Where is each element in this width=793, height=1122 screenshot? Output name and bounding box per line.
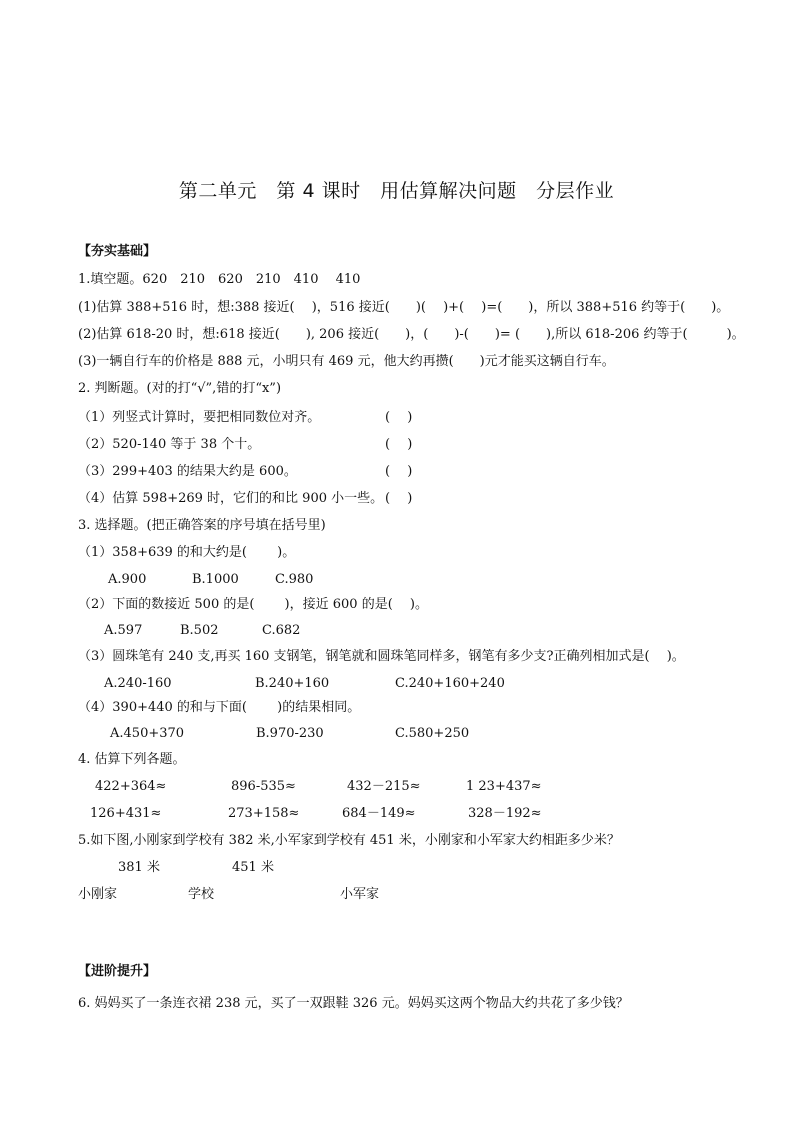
q4-expr-6: 273+158≈ <box>228 806 300 821</box>
q3-sub1-opt-a: A.900 <box>108 572 147 587</box>
q2-item-4: （4）估算 598+269 时，它们的和比 900 小一些。 <box>78 491 384 506</box>
q3-sub2-opt-b: B.502 <box>180 623 219 638</box>
q4-expr-8: 328－192≈ <box>468 806 542 821</box>
q3-sub3-opt-c: C.240+160+240 <box>395 676 505 691</box>
q1-item-3: (3)一辆自行车的价格是 888 元，小明只有 469 元，他大约再攒( )元才能买这辆自行车。 <box>78 354 615 369</box>
q2-blank-3: ( ) <box>385 464 413 479</box>
q5-place-3: 小军家 <box>340 887 380 902</box>
q2-item-3: （3）299+403 的结果大约是 600。 <box>78 464 297 479</box>
q2-item-2: （2）520-140 等于 38 个十。 <box>78 437 261 452</box>
q3-sub2-opt-a: A.597 <box>104 623 143 638</box>
q3-sub1: （1）358+639 的和大约是( )。 <box>78 545 296 560</box>
q4-expr-3: 432－215≈ <box>347 779 421 794</box>
q2-heading: 2. 判断题。(对的打“√”,错的打“x”) <box>78 381 282 396</box>
q4-expr-1: 422+364≈ <box>95 779 167 794</box>
q2-blank-4: ( ) <box>385 491 413 506</box>
q4-expr-5: 126+431≈ <box>90 806 162 821</box>
q6-text: 6. 妈妈买了一条连衣裙 238 元，买了一双跟鞋 326 元。妈妈买这两个物品大约共花了多少钱？ <box>78 996 629 1011</box>
q3-sub3: （3）圆珠笔有 240 支,再买 160 支钢笔，钢笔就和圆珠笔同样多，钢笔有多少支?正确列相加式是( )。 <box>78 649 685 664</box>
q3-sub4-opt-c: C.580+250 <box>395 726 470 741</box>
q3-sub2-opt-c: C.682 <box>262 623 301 638</box>
q5-place-1: 小刚家 <box>78 887 118 902</box>
q3-heading: 3. 选择题。(把正确答案的序号填在括号里) <box>78 518 326 533</box>
page-title: 第二单元 第 4 课时 用估算解决问题 分层作业 <box>178 180 615 202</box>
q4-expr-2: 896-535≈ <box>231 779 296 794</box>
q3-sub2: （2）下面的数接近 500 的是( )，接近 600 的是( )。 <box>78 597 428 612</box>
q2-item-1: （1）列竖式计算时，要把相同数位对齐。 <box>78 410 321 425</box>
q2-blank-2: ( ) <box>385 437 413 452</box>
q3-sub3-opt-a: A.240-160 <box>104 676 172 691</box>
q4-expr-4: 1 23+437≈ <box>466 779 542 794</box>
q3-sub4: （4）390+440 的和与下面( )的结果相同。 <box>78 700 361 715</box>
q4-heading: 4. 估算下列各题。 <box>78 752 186 767</box>
q3-sub1-opt-c: C.980 <box>275 572 314 587</box>
section-heading-advanced: 【进阶提升】 <box>78 964 157 979</box>
q1-item-1: (1)估算 388+516 时，想:388 接近( )，516 接近( )( )+( )=( )，所以 388+516 约等于( )。 <box>78 300 730 315</box>
q5-distance-2: 451 米 <box>232 860 274 875</box>
q2-blank-1: ( ) <box>385 410 413 425</box>
q5-heading: 5.如下图,小刚家到学校有 382 米,小军家到学校有 451 米，小刚家和小军家大约相距多少米？ <box>78 833 620 848</box>
q3-sub1-opt-b: B.1000 <box>192 572 239 587</box>
q5-distance-1: 381 米 <box>118 860 160 875</box>
q4-expr-7: 684－149≈ <box>342 806 416 821</box>
q5-place-2: 学校 <box>188 887 215 902</box>
q1-heading: 1.填空题。620 210 620 210 410 410 <box>78 272 361 287</box>
q3-sub4-opt-b: B.970-230 <box>256 726 324 741</box>
q3-sub3-opt-b: B.240+160 <box>255 676 330 691</box>
q1-item-2: (2)估算 618-20 时，想:618 接近( ), 206 接近( )，( )-( )= ( ),所以 618-206 约等于( )。 <box>78 327 745 342</box>
q3-sub4-opt-a: A.450+370 <box>110 726 185 741</box>
section-heading-basic: 【夯实基础】 <box>78 244 157 259</box>
